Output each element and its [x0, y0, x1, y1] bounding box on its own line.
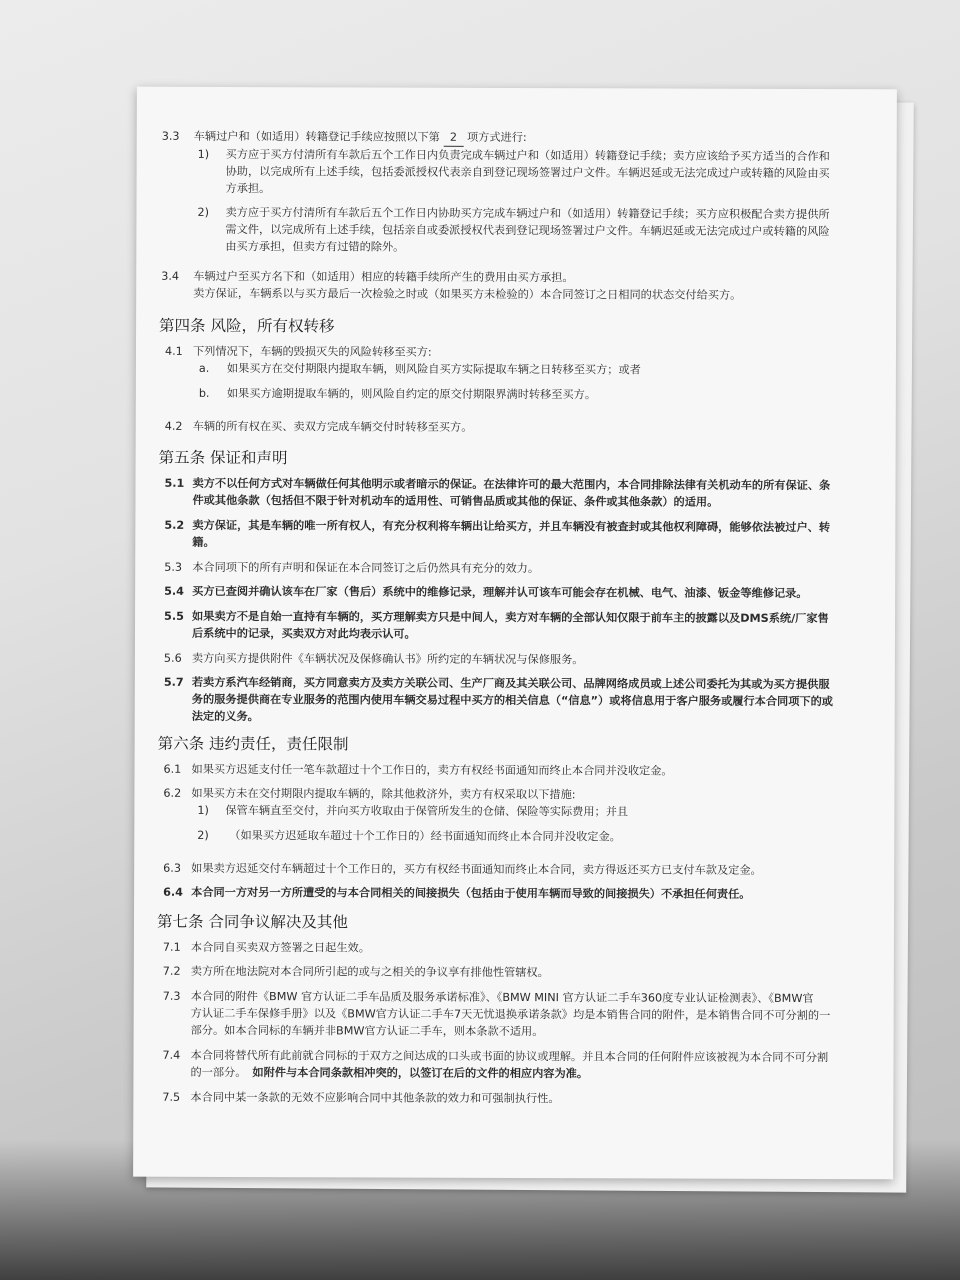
clause-number: 4.1: [164, 344, 183, 358]
clause-line: 件或其他条款（包括但不限于针对机动车的适用性、可销售品质或其他的保证、条件或其他条款）的适用。: [192, 493, 719, 509]
item-line: 方承担。: [225, 181, 271, 196]
contract-content: [156, 129, 882, 1106]
clause-line: 籍。: [192, 535, 215, 549]
item-line: 买方应于买方付清所有车款后五个工作日内负责完成车辆过户和（如适用）转籍登记手续；卖方应该给予买方适当的合作和: [225, 147, 830, 164]
clause-line: 本合同项下的所有声明和保证在本合同签订之后仍然具有充分的效力。: [192, 560, 540, 576]
item-line: （如果买方迟延取车超过十个工作日的）经书面通知而终止本合同并没收定金。: [229, 829, 621, 844]
clause-line: 方认证二手车保修手册》以及《BMW官方认证二手车7天无忧退换承诺条款》均是本销售合同的附件，是本销售合同不可分割的一: [190, 1006, 831, 1023]
item-line: 由买方承担，但卖方有过错的除外。: [225, 239, 405, 254]
clause-number: 7.1: [162, 940, 181, 954]
clause-number: 6.2: [163, 786, 182, 800]
clause-3-3-pre: 车辆过户和（如适用）转籍登记手续应按照以下第: [193, 129, 440, 144]
clause-number: 5.7: [163, 675, 184, 689]
clause-bold-tail: 如附件与本合同条款相冲突的，以签订在后的文件的相应内容为准。: [252, 1066, 589, 1081]
clause-number: 5.4: [164, 584, 184, 598]
clause-3-3-post: 项方式进行:: [466, 130, 527, 145]
clause-line: 车辆过户至买方名下和（如适用）相应的转籍手续所产生的费用由买方承担。: [193, 269, 574, 285]
clause-number: 3.4: [161, 269, 180, 283]
clause-line: 部分。如本合同标的车辆并非BMW官方认证二手车，则本条款不适用。: [190, 1023, 544, 1039]
clause-3-3-text: [194, 129, 527, 147]
contract-page: [133, 87, 897, 1180]
article-4-heading: 第四条 风险，所有权转移: [159, 316, 335, 336]
clause-number: 5.6: [163, 651, 182, 665]
clause-number: 4.2: [164, 419, 183, 433]
item-line: 协助，以完成所有上述手续，包括委派授权代表亲自到登记现场签署过户文件。车辆迟延或无法完成过户或转籍的风险由买: [225, 164, 830, 181]
clause-line: 卖方保证，车辆系以与买方最后一次检验之时或（如果买方未检验的）本合同签订之日相同的状态交付给买方。: [193, 286, 742, 302]
item-number: 1): [197, 147, 210, 161]
clause-line: 本合同一方对另一方所遭受的与本合同相关的间接损失（包括由于使用车辆而导致的间接损失）不承担任何责任。: [191, 885, 751, 901]
clause-line: 本合同自买卖双方签署之日起生效。: [190, 940, 370, 955]
article-6-heading: 第六条 违约责任，责任限制: [157, 734, 349, 754]
method-number-blank: 2: [443, 130, 463, 147]
clause-line: 后系统中的记录，买卖双方对此均表示认可。: [191, 626, 416, 641]
clause-line: 本合同将替代所有此前就合同标的于双方之间达成的口头或书面的协议或理解。并且本合同的任何附件应该被视为本合同不可分割: [190, 1048, 829, 1065]
clause-number: 7.4: [162, 1048, 181, 1062]
item-line: 如果买方逾期提取车辆的，则风险自约定的原交付期限界满时转移至买方。: [226, 386, 597, 402]
item-number: b.: [198, 386, 210, 400]
clause-line: 本合同的附件《BMW 官方认证二手车品质及服务承诺标准》、《BMW MINI 官方认证二手车360度专业认证检测表》、《BMW官: [190, 989, 814, 1006]
clause-number: 7.2: [162, 964, 181, 978]
item-line: 保管车辆直至交付，并向买方收取由于保管所发生的仓储、保险等实际费用；并且: [225, 803, 629, 819]
clause-line: 卖方所在地法院对本合同所引起的或与之相关的争议享有排他性管辖权。: [190, 964, 549, 980]
clause-line: 如果卖方迟延交付车辆超过十个工作日的，买方有权经书面通知而终止本合同，卖方得返还买方已支付车款及定金。: [191, 861, 762, 877]
clause-line: 本合同中某一条款的无效不应影响合同中其他条款的效力和可强制执行性。: [190, 1090, 560, 1106]
item-line: 卖方应于买方付清所有车款后五个工作日内协助买方完成车辆过户和（如适用）转籍登记手续；买方应积极配合卖方提供所: [225, 205, 830, 222]
article-5-heading: 第五条 保证和声明: [158, 448, 288, 468]
clause-number: 5.5: [164, 609, 184, 623]
clause-number: 6.4: [163, 885, 183, 899]
clause-line: 车辆的所有权在买、卖双方完成车辆交付时转移至买方。: [192, 419, 473, 434]
clause-number: 6.1: [163, 762, 182, 776]
item-line: 如果买方在交付期限内提取车辆，则风险自买方实际提取车辆之日转移至买方；或者: [226, 361, 641, 377]
clause-line: 卖方保证，其是车辆的唯一所有权人，有充分权利将车辆出让给买方，并且车辆没有被查封或其他权利障碍，能够依法被过户、转: [192, 518, 831, 535]
clause-number: 5.2: [164, 518, 185, 532]
clause-number: 3.3: [161, 129, 180, 143]
clause-number: 7.5: [162, 1090, 181, 1104]
item-line: 需文件，以完成所有上述手续，包括亲自或委派授权代表到登记现场签署过户文件。车辆迟延或无法完成过户或转籍的风险: [225, 222, 830, 239]
clause-line: 务的服务提供商在专业服务的范围内使用车辆交易过程中买方的相关信息（“信息”）或将信息用于客户服务或履行本合同项下的或: [191, 692, 834, 709]
clause-line: 卖方不以任何方式对车辆做任何其他明示或者暗示的保证。在法律许可的最大范围内，本合同排除法律有关机动车的所有保证、条: [192, 476, 831, 493]
clause-line: 若卖方系汽车经销商，买方同意卖方及卖方关联公司、生产厂商及其关联公司、品牌网络成员或上述公司委托为其或为买方提供服: [191, 675, 830, 692]
clause-line: 下列情况下，车辆的毁损灭失的风险转移至买方:: [192, 344, 432, 359]
clause-line: 如果买方迟延支付任一笔车款超过十个工作日的，卖方有权经书面通知而终止本合同并没收定金。: [191, 762, 673, 778]
clause-line: 如果卖方不是自始一直持有车辆的，买方理解卖方只是中间人，卖方对车辆的全部认知仅限于前车主的披露以及DMS系统/厂家售: [192, 609, 829, 626]
clause-line-text: 的一部分。: [190, 1065, 247, 1080]
clause-line: 如果买方未在交付期限内提取车辆的，除其他救济外，卖方有权采取以下措施:: [191, 786, 576, 802]
clause-number: 5.3: [164, 560, 183, 574]
item-number: 2): [197, 828, 209, 842]
clause-number: 5.1: [164, 476, 185, 490]
clause-line: 卖方向买方提供附件《车辆状况及保修确认书》所约定的车辆状况与保修服务。: [191, 651, 584, 667]
item-number: 2): [197, 205, 209, 219]
clause-line: 法定的义务。: [191, 709, 259, 724]
clause-line: 买方已查阅并确认该车在厂家（售后）系统中的维修记录，理解并认可该车可能会存在机械、电气、油漆、钣金等维修记录。: [192, 584, 808, 601]
item-number: 1): [197, 803, 209, 817]
article-7-heading: 第七条 合同争议解决及其他: [156, 912, 348, 932]
item-number: a.: [198, 361, 210, 375]
clause-number: 6.3: [163, 861, 181, 875]
clause-number: 7.3: [162, 989, 181, 1003]
clause-line: [190, 1065, 588, 1082]
